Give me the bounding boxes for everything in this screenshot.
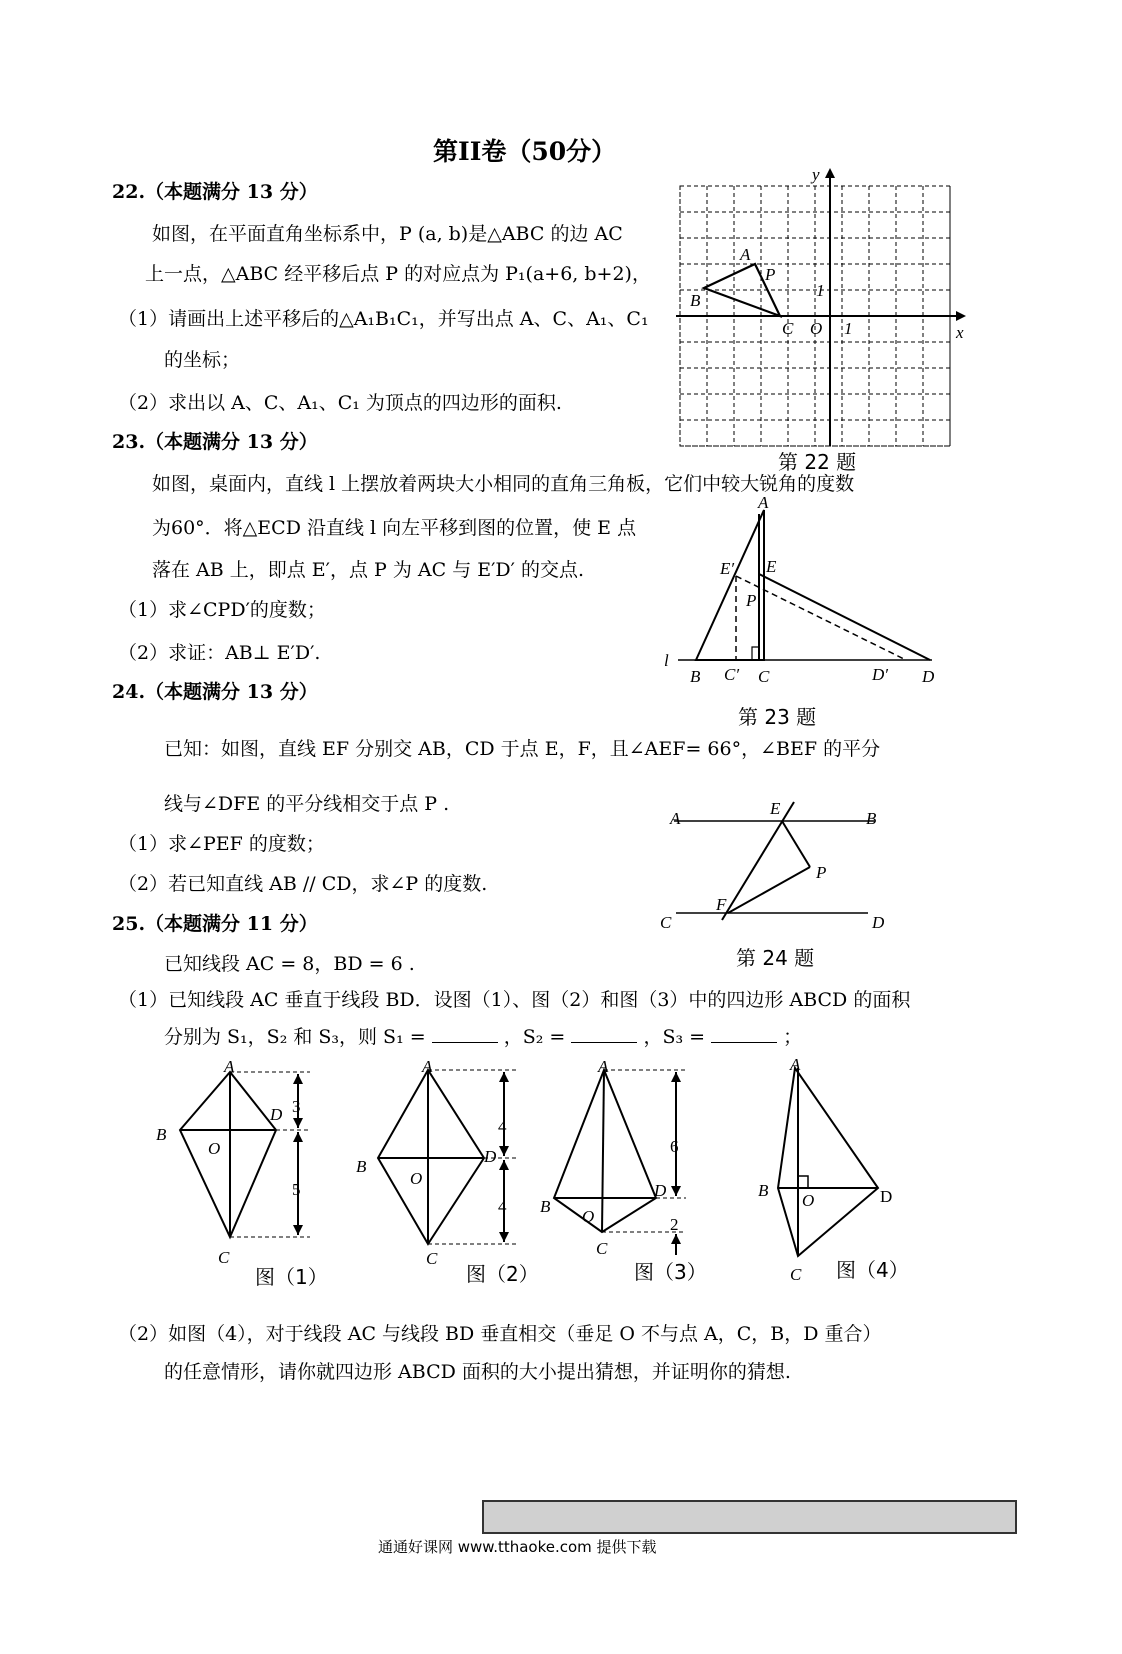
q22-caption: 第 22 题 [778,450,857,474]
label-a: A [670,809,681,828]
label-b: B [866,809,877,828]
section-title: 第II卷（50分） [433,137,617,166]
arrow [499,1072,509,1082]
q24-caption: 第 24 题 [736,946,815,970]
q24-figure [656,800,896,940]
arrow [671,1234,681,1244]
q25-heading: 25.（本题满分 11 分） [112,913,318,935]
dim2: 5 [292,1180,301,1199]
dim1: 6 [670,1137,679,1156]
q25-fig1 [150,1057,320,1275]
label-a: A [598,1057,609,1076]
label-d: D [654,1181,667,1200]
label-d: D [270,1105,283,1124]
label-e: E [770,799,781,818]
arrow [293,1132,303,1142]
fig3-caption: 图（3） [634,1260,707,1284]
label-o: O [208,1139,221,1158]
shifted-hypotenuse [736,576,906,660]
q23-text1: 如图，桌面内，直线 l 上摆放着两块大小相同的直角三角板，它们中较大锐角的度数 [152,473,855,495]
point-c-label: C [782,319,794,338]
q23-part2: （2）求证：AB⊥ E′D′. [118,642,321,664]
label-o: O [410,1169,423,1188]
label-d: D [484,1147,497,1166]
label-c: C [758,667,770,686]
fig1-caption: 图（1） [255,1265,328,1289]
q24-part2: （2）若已知直线 AB // CD，求∠P 的度数. [118,873,488,895]
label-c: C [660,913,672,932]
line-ef [722,802,794,920]
label-c: C [218,1248,230,1267]
arrow [671,1186,681,1196]
q25-part2a: （2）如图（4），对于线段 AC 与线段 BD 垂直相交（垂足 O 不与点 A，C，B，D 重合） [118,1323,882,1345]
label-e1: E′ [720,559,735,578]
s1-blank[interactable] [432,1024,498,1043]
q23-text3: 落在 AB 上，即点 E′，点 P 为 AC 与 E′D′ 的交点. [152,559,585,581]
arrow [499,1232,509,1242]
s2-prefix: ，S₂ = [503,1026,566,1048]
fig4-caption: 图（4） [836,1258,909,1282]
s1-prefix: 分别为 S₁，S₂ 和 S₃，则 S₁ = [164,1026,426,1048]
label-b: B [356,1157,367,1176]
origin-label: O [810,319,823,338]
q25-part1a: （1）已知线段 AC 垂直于线段 BD．设图（1）、图（2）和图（3）中的四边形 ABCD 的面积 [118,989,911,1011]
q22-part1a: （1）请画出上述平移后的△A₁B₁C₁，并写出点 A、C、A₁、C₁ [118,308,649,330]
q24-heading: 24.（本题满分 13 分） [112,681,318,703]
right-angle-mark [798,1176,808,1188]
right-angle-mark [752,647,759,660]
x-label: x [956,323,964,342]
label-c: C [426,1249,438,1268]
label-b: B [690,667,701,686]
q22-part2: （2）求出以 A、C、A₁、C₁ 为顶点的四边形的面积. [118,392,562,414]
arrow [671,1072,681,1082]
q23-heading: 23.（本题满分 13 分） [112,431,318,453]
dim1: 3 [292,1097,301,1116]
s3-blank[interactable] [711,1024,777,1043]
q22-part1b: 的坐标； [164,349,241,371]
label-e: E [766,557,777,576]
y-label: y [812,165,820,184]
q23-part1: （1）求∠CPD′的度数； [118,599,326,621]
point-b-label: B [690,291,701,310]
x-unit-label: 1 [844,319,853,338]
diagonal-ac [602,1070,604,1232]
label-c1: C′ [724,665,740,684]
label-a: A [790,1055,801,1074]
q22-grid-figure [676,165,966,458]
dim2: 4 [498,1197,507,1216]
arrow [293,1225,303,1235]
fig2-caption: 图（2） [466,1262,539,1286]
q25-part2b: 的任意情形，请你就四边形 ABCD 面积的大小提出猜想，并证明你的猜想. [164,1361,791,1383]
q24-part1: （1）求∠PEF 的度数； [118,833,325,855]
q25-fig3 [536,1057,711,1265]
label-d: D [872,913,885,932]
q22-heading: 22.（本题满分 13 分） [112,181,318,203]
label-a: A [758,493,769,512]
label-p: P [746,591,757,610]
arrow [293,1118,303,1128]
gray-banner [482,1500,1017,1534]
label-b: B [156,1125,167,1144]
s3-prefix: ，S₃ = [643,1026,706,1048]
bisector-ep [782,821,810,867]
label-b: B [758,1181,769,1200]
dim1: 4 [498,1117,507,1136]
quad-abcd [554,1070,656,1232]
point-a-label: A [740,245,751,264]
q23-figure [660,492,950,692]
part1b-end: ； [783,1026,803,1048]
label-c: C [790,1265,802,1284]
arrow [499,1146,509,1156]
label-b: B [540,1197,551,1216]
label-a: A [422,1057,433,1076]
label-d1: D′ [872,665,888,684]
arrow [499,1160,509,1170]
label-p: P [816,863,827,882]
dim2: 2 [670,1215,679,1234]
q23-text2: 为60°．将△ECD 沿直线 l 向左平移到图的位置，使 E 点 [152,517,637,539]
label-c: C [596,1239,608,1258]
s2-blank[interactable] [571,1024,637,1043]
label-d: D [922,667,935,686]
label-l: l [664,651,669,670]
quad-abcd [778,1068,878,1256]
point-p-label: P [765,265,776,284]
triangle-abc [696,510,764,660]
y-axis-arrow [825,168,835,178]
q25-part1b [164,1024,802,1049]
q22-text2: 上一点，△ABC 经平移后点 P 的对应点为 P₁(a+6, b+2)， [145,263,651,285]
label-o: O [582,1207,595,1226]
y-unit-label: 1 [816,281,825,300]
q24-text1: 已知：如图，直线 EF 分别交 AB，CD 于点 E，F，且∠AEF= 66°，∠BEF 的平分 [164,738,881,760]
q25-fig4 [750,1055,910,1285]
footer-text: 通通好课网 www.tthaoke.com 提供下载 [378,1538,657,1556]
label-a: A [224,1057,235,1076]
q24-text2: 线与∠DFE 的平分线相交于点 P . [164,793,450,815]
triangle-ecd-hyp [759,574,930,660]
label-d: D [880,1187,893,1206]
quad-abcd [180,1072,276,1237]
arrow [293,1074,303,1084]
q25-fig2 [350,1057,530,1275]
q22-text1: 如图，在平面直角坐标系中，P (a, b)是△ABC 的边 AC [152,223,623,245]
label-f: F [716,895,727,914]
q25-text1: 已知线段 AC = 8，BD = 6 . [164,953,415,975]
q23-caption: 第 23 题 [738,705,817,729]
x-axis-arrow [956,311,966,321]
label-o: O [802,1191,815,1210]
